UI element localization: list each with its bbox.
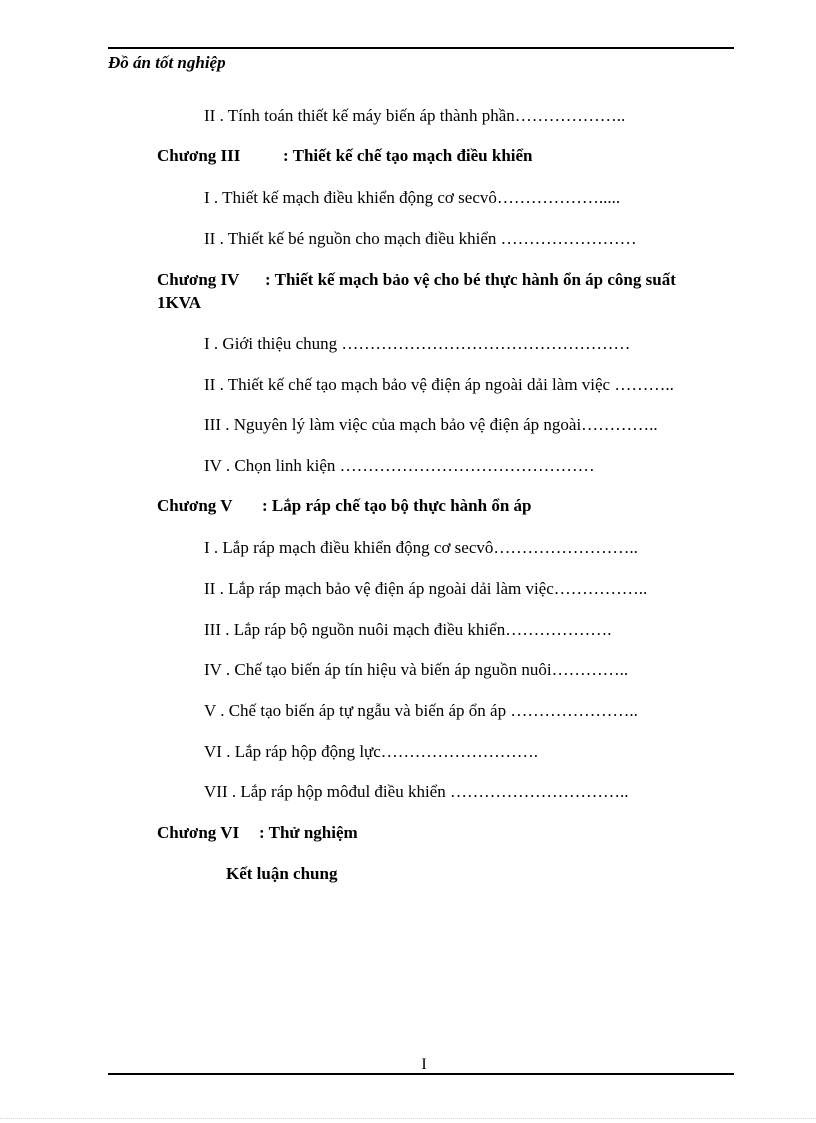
chapter-title: : Thử nghiệm — [259, 823, 358, 842]
toc-entry-ch5-item1: I . Lắp ráp mạch điều khiển động cơ secvô…………………….. — [204, 538, 638, 557]
header-rule — [108, 47, 734, 49]
toc-chapter-4 — [157, 270, 676, 290]
chapter-title: : Thiết kế mạch bảo vệ cho bé thực hành ổn áp công suất — [265, 270, 676, 289]
toc-entry-ch3-item1: I . Thiết kế mạch điều khiển động cơ secvô………………..... — [204, 188, 621, 207]
chapter-title: : Thiết kế chế tạo mạch điều khiển — [283, 146, 533, 165]
page-edge-dotted-line — [0, 1118, 816, 1119]
chapter-label: Chương IV — [157, 270, 240, 289]
chapter-label: Chương VI — [157, 823, 240, 842]
page-number: I — [421, 1056, 427, 1073]
toc-chapter-4-title-continued: 1KVA — [157, 293, 202, 312]
toc-entry-ch4-item4: IV . Chọn linh kiện ……………………………………… — [204, 456, 595, 475]
toc-entry-ch4-item3: III . Nguyên lý làm việc của mạch bảo vệ điện áp ngoài………….. — [204, 415, 658, 434]
toc-conclusion: Kết luận chung — [226, 864, 338, 883]
chapter-label: Chương III — [157, 146, 241, 165]
toc-entry-ch5-item7: VII . Lắp ráp hộp môđul điều khiển ………………………….. — [204, 782, 629, 801]
toc-entry-ch5-item5: V . Chế tạo biến áp tự ngẫu và biến áp ổn áp ………………….. — [204, 701, 638, 720]
chapter-label: Chương V — [157, 496, 233, 515]
footer-rule — [108, 1073, 734, 1075]
toc-entry-ch3-item2: II . Thiết kế bé nguồn cho mạch điều khiển …………………… — [204, 229, 637, 248]
toc-chapter-6 — [157, 823, 358, 843]
document-header-title: Đồ án tốt nghiệp — [108, 53, 226, 72]
toc-entry-ch4-item2: II . Thiết kế chế tạo mạch bảo vệ điện áp ngoài dải làm việc ……….. — [204, 375, 674, 394]
toc-entry-ch4-item1: I . Giới thiệu chung …………………………………………… — [204, 334, 631, 353]
toc-entry-ch5-item2: II . Lắp ráp mạch bảo vệ điện áp ngoài dải làm việc…………….. — [204, 579, 648, 598]
toc-chapter-5 — [157, 496, 532, 516]
toc-entry-ch5-item4: IV . Chế tạo biến áp tín hiệu và biến áp nguồn nuôi………….. — [204, 660, 629, 679]
chapter-title: : Lắp ráp chế tạo bộ thực hành ổn áp — [262, 496, 532, 515]
toc-entry-ch5-item6: VI . Lắp ráp hộp động lực………………………. — [204, 742, 539, 761]
toc-chapter-3 — [157, 146, 533, 166]
toc-entry-ch2-item2: II . Tính toán thiết kế máy biến áp thành phần……………….. — [204, 106, 626, 125]
toc-entry-ch5-item3: III . Lắp ráp bộ nguồn nuôi mạch điều khiển………………. — [204, 620, 612, 639]
